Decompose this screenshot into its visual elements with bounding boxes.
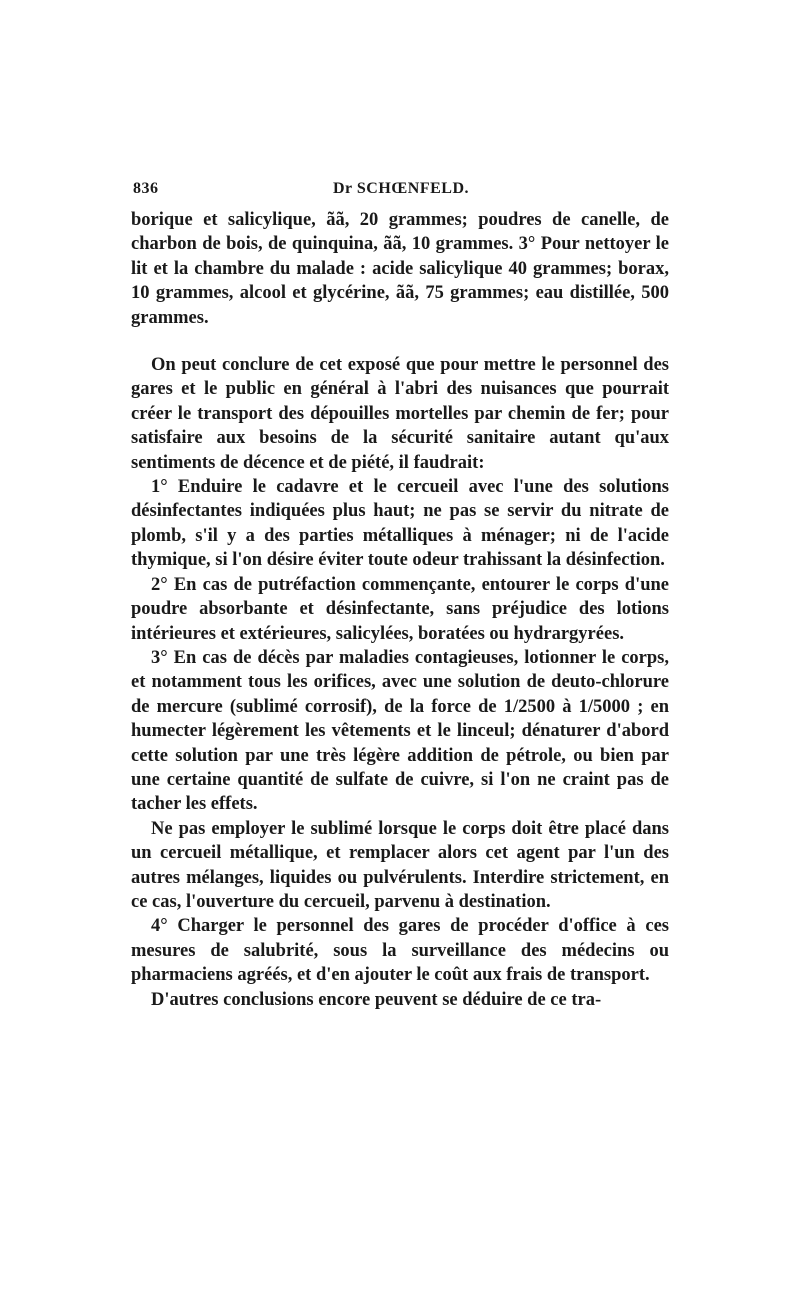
paragraph-item-1: 1° Enduire le cadavre et le cercueil avec l'une des solutions désinfectantes indiquées plus haut; ne pas se servir du nitrate de plomb, s'il y a des parties métalliques à ménager; ni de l'acide thymique, si l'on désire éviter toute odeur trahissant la désinfection. <box>131 477 669 571</box>
paragraph-item-3-note: Ne pas employer le sublimé lorsque le corps doit être placé dans un cercueil métallique, et remplacer alors cet agent par l'un des autres mélanges, liquides ou pulvérulents. Interdire strictement, en ce cas, l'ouverture du cercueil, parvenu à destination. <box>131 818 669 912</box>
running-title: Dr SCHŒNFELD. <box>333 180 469 197</box>
paragraph-item-3: 3° En cas de décès par maladies contagieuses, lotionner le corps, et notamment tous les orifices, avec une solution de deuto-chlorure de mercure (sublimé corrosif), de la force de 1/2500 à 1/5000 ; en humecter légèrement les vêtements et le linceul; dénaturer d'abord cette solution par une très légère addition de pétrole, ou bien par une certaine quantité de sulfate de cuivre, si l'on ne craint pas de tacher les effets. <box>131 647 669 815</box>
page-number: 836 <box>133 180 159 197</box>
book-page <box>131 176 669 1012</box>
paragraph-item-2: 2° En cas de putréfaction commençante, entourer le corps d'une poudre absorbante et désinfectante, sans préjudice des lotions intérieures et extérieures, salicylées, boratées ou hydrargyrées. <box>131 574 669 644</box>
paragraph-continuation: borique et salicylique, ãã, 20 grammes; poudres de canelle, de charbon de bois, de quinquina, ãã, 10 grammes. 3° Pour nettoyer le lit et la chambre du malade : acide salicylique 40 grammes; borax, 10 grammes, alcool et glycérine, ãã, 75 grammes; eau distillée, 500 grammes. <box>131 210 669 328</box>
body-text <box>131 208 669 1012</box>
paragraph-conclusion-intro: On peut conclure de cet exposé que pour mettre le personnel des gares et le public en général à l'abri des nuisances que pourrait créer le transport des dépouilles mortelles par chemin de fer; pour satisfaire aux besoins de la sécurité sanitaire autant qu'aux sentiments de décence et de piété, il faudrait: <box>131 355 669 473</box>
paragraph-item-4: 4° Charger le personnel des gares de procéder d'office à ces mesures de salubrité, sous la surveillance des médecins ou pharmaciens agréés, et d'en ajouter le coût aux frais de transport. <box>131 916 669 986</box>
running-head <box>131 176 669 204</box>
paragraph-closing: D'autres conclusions encore peuvent se déduire de ce tra- <box>151 989 602 1010</box>
